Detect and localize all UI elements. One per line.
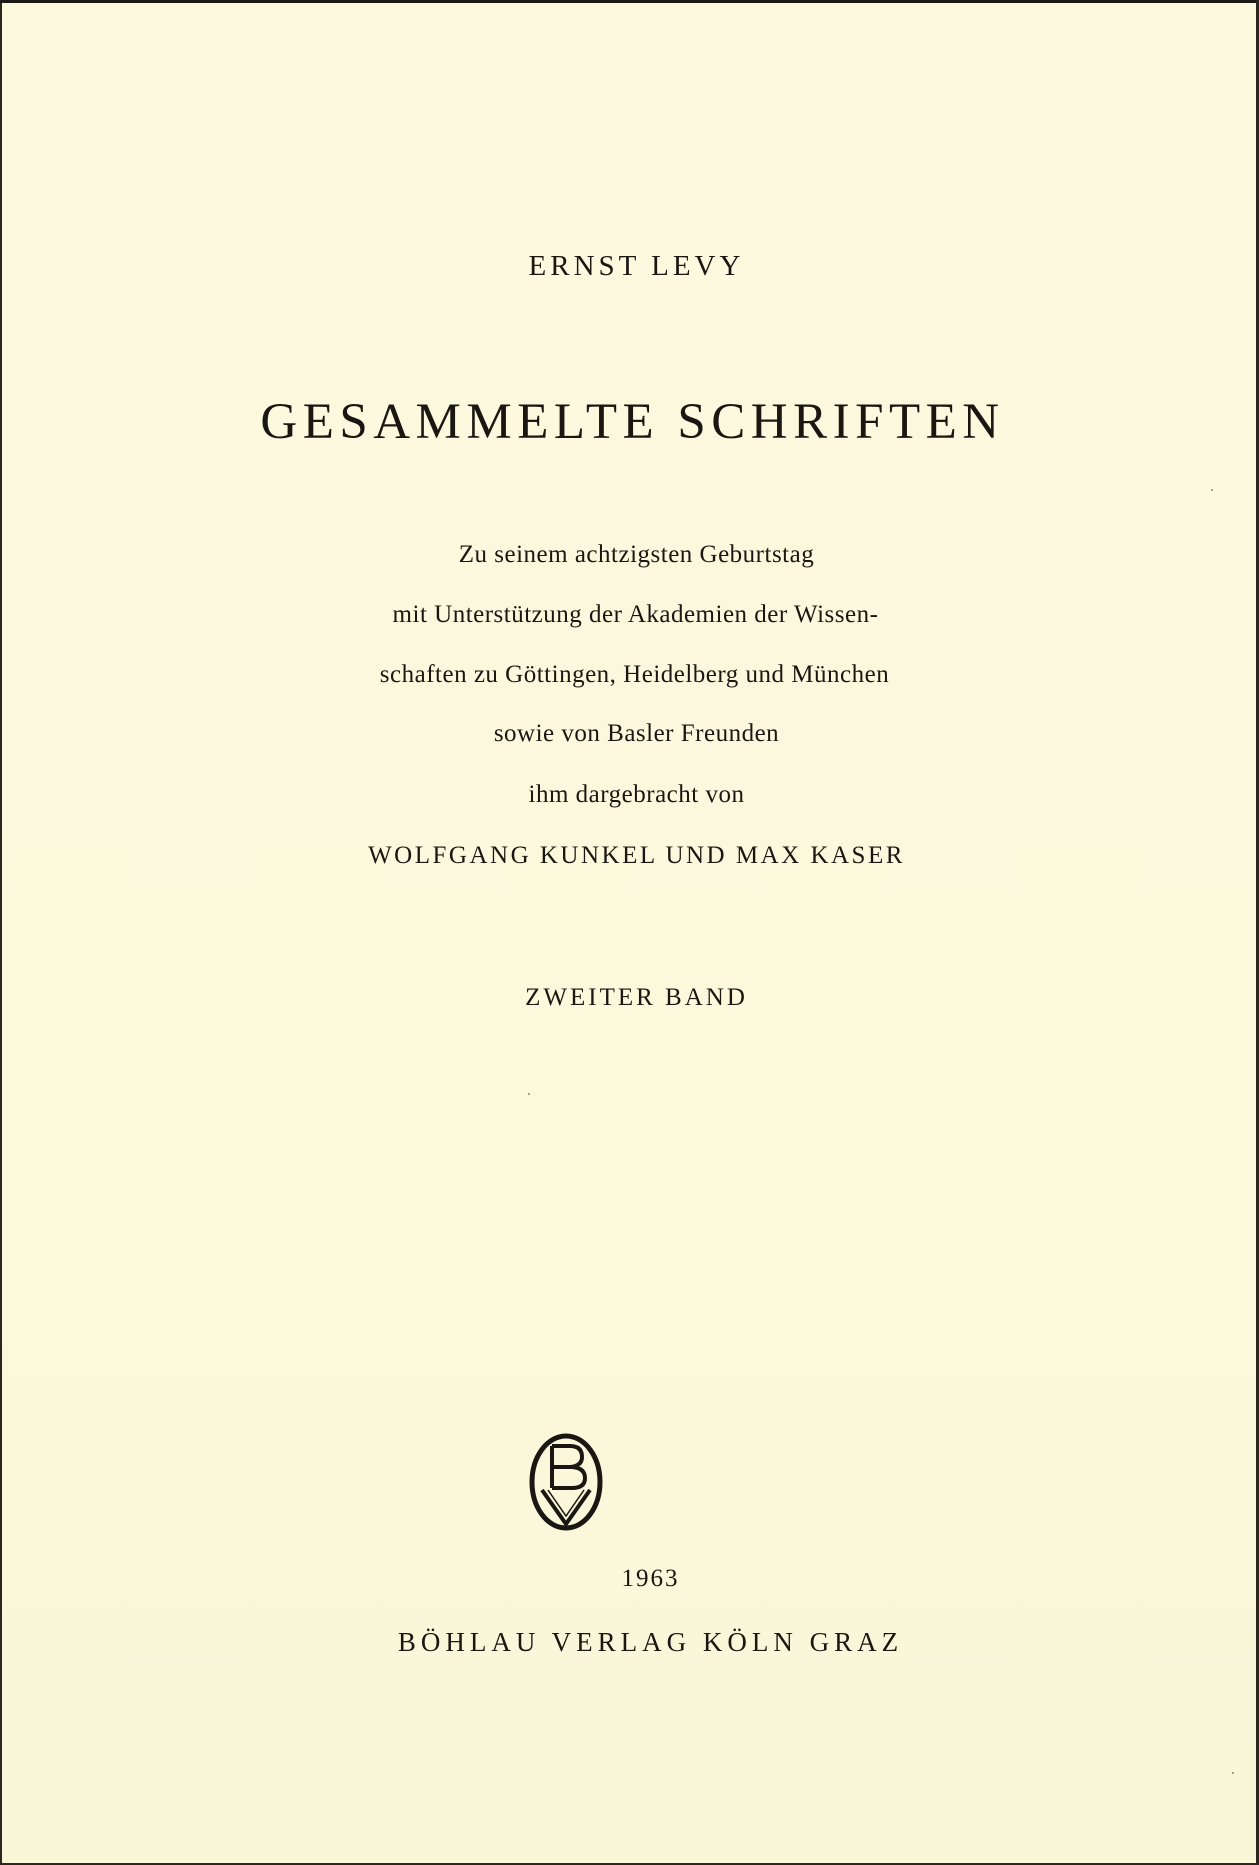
publisher-monogram-icon (528, 1432, 604, 1532)
paper-speck (1211, 489, 1213, 491)
dedication-line-1: Zu seinem achtzigsten Geburtstag (458, 541, 815, 568)
paper-speck (1232, 1772, 1234, 1774)
book-title: GESAMMELTE SCHRIFTEN (260, 394, 1005, 450)
dedication-line-4: sowie von Basler Freunden (493, 720, 780, 747)
publisher-imprint: BÖHLAU VERLAG KÖLN GRAZ (397, 1627, 904, 1657)
page-top-edge (0, 0, 1259, 3)
volume-label: ZWEITER BAND (525, 984, 748, 1011)
editors: WOLFGANG KUNKEL UND MAX KASER (368, 842, 905, 869)
dedication-line-3: schaften zu Göttingen, Heidelberg und München (379, 661, 890, 688)
dedication-line-2: mit Unterstützung der Akademien der Wissen- (392, 601, 879, 628)
dedication-line-5: ihm dargebracht von (528, 781, 745, 808)
publication-year: 1963 (621, 1565, 680, 1592)
paper-speck (528, 1093, 530, 1095)
author-name: ERNST LEVY (528, 250, 745, 282)
